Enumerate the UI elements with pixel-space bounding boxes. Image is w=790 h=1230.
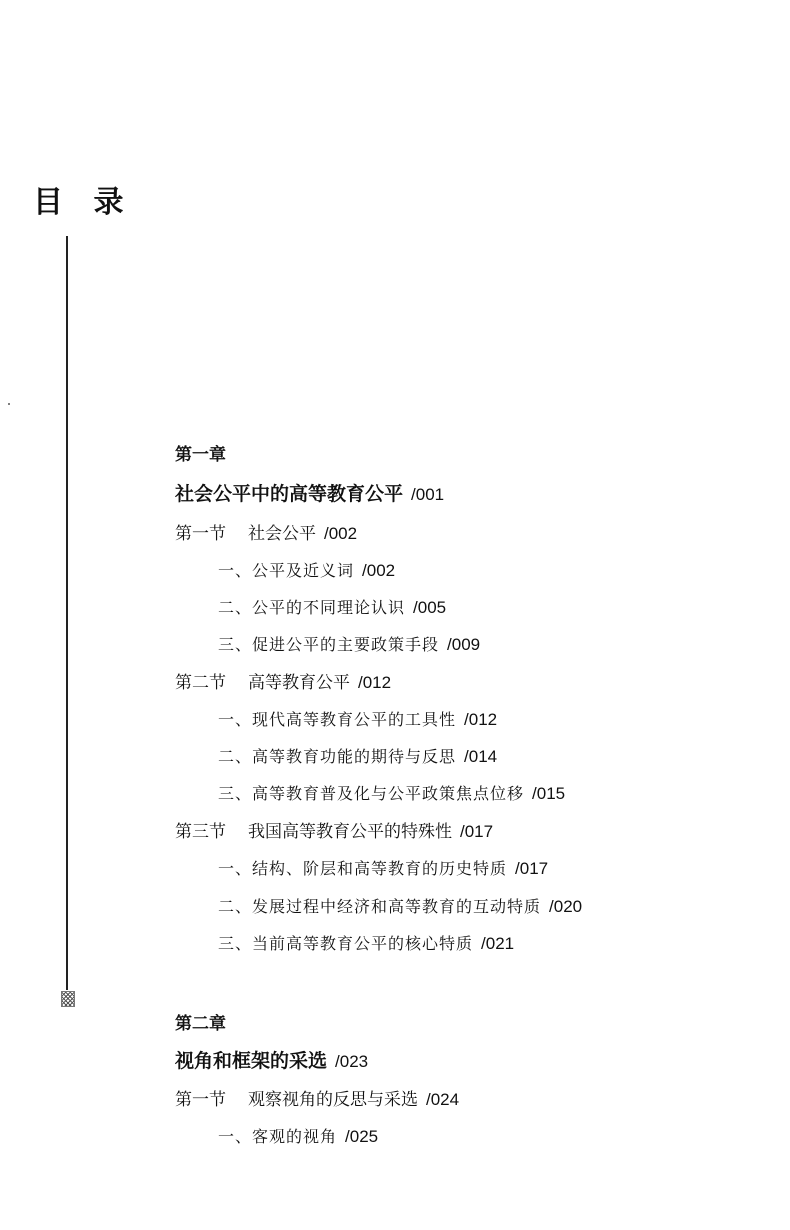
item-text: 一、公平及近义词 [218, 561, 355, 580]
item-text: 二、公平的不同理论认识 [218, 598, 406, 617]
toc-item[interactable] [218, 780, 565, 808]
page-ref: /001 [411, 485, 445, 504]
section-entry[interactable] [175, 1086, 459, 1114]
section-title: 高等教育公平 [248, 673, 350, 693]
section-title: 观察视角的反思与采选 [248, 1090, 418, 1110]
chapter-title[interactable] [175, 480, 444, 509]
page-ref: /017 [460, 822, 494, 841]
side-rule [66, 236, 68, 990]
page-title: 目 录 [33, 185, 134, 220]
item-text: 三、高等教育普及化与公平政策焦点位移 [218, 784, 525, 803]
section-title: 我国高等教育公平的特殊性 [248, 822, 452, 842]
page-ref: /012 [464, 710, 498, 729]
chapter-title-text: 社会公平中的高等教育公平 [175, 483, 404, 505]
section-entry[interactable] [175, 818, 493, 846]
page-ref: /020 [549, 897, 583, 916]
section-title: 社会公平 [248, 524, 316, 544]
chapter-number: 第一章 [175, 445, 226, 465]
toc-item[interactable] [218, 855, 548, 883]
chapter-title[interactable] [175, 1047, 368, 1076]
item-text: 二、发展过程中经济和高等教育的互动特质 [218, 897, 542, 916]
item-text: 二、高等教育功能的期待与反思 [218, 747, 457, 766]
section-entry[interactable] [175, 669, 391, 697]
page-ref: /021 [481, 934, 515, 953]
ornament-icon [61, 991, 75, 1007]
section-label: 第一节 [175, 1090, 226, 1110]
page-ref: /009 [447, 635, 481, 654]
page-ref: /002 [362, 561, 396, 580]
page-ref: /014 [464, 747, 498, 766]
page-ref: /023 [335, 1052, 369, 1071]
toc-item[interactable] [218, 557, 395, 585]
item-text: 三、当前高等教育公平的核心特质 [218, 934, 474, 953]
section-label: 第一节 [175, 524, 226, 544]
chapter-title-text: 视角和框架的采选 [175, 1050, 328, 1072]
section-entry[interactable] [175, 520, 357, 548]
section-label: 第二节 [175, 673, 226, 693]
toc-item[interactable] [218, 631, 480, 659]
section-label: 第三节 [175, 822, 226, 842]
toc-item[interactable] [218, 930, 514, 958]
chapter-number: 第二章 [175, 1014, 226, 1034]
item-text: 一、现代高等教育公平的工具性 [218, 710, 457, 729]
page-ref: /017 [515, 859, 549, 878]
scan-speck [8, 403, 10, 405]
item-text: 三、促进公平的主要政策手段 [218, 635, 440, 654]
page-ref: /015 [532, 784, 566, 803]
toc-item[interactable] [218, 706, 497, 734]
item-text: 一、结构、阶层和高等教育的历史特质 [218, 859, 508, 878]
toc-item[interactable] [218, 594, 446, 622]
item-text: 一、客观的视角 [218, 1127, 338, 1146]
page-ref: /012 [358, 673, 392, 692]
page-ref: /005 [413, 598, 447, 617]
page-ref: /025 [345, 1127, 379, 1146]
page-ref: /002 [324, 524, 358, 543]
toc-item[interactable] [218, 743, 497, 771]
toc-item[interactable] [218, 1123, 378, 1151]
toc-item[interactable] [218, 893, 582, 921]
page-ref: /024 [426, 1090, 460, 1109]
